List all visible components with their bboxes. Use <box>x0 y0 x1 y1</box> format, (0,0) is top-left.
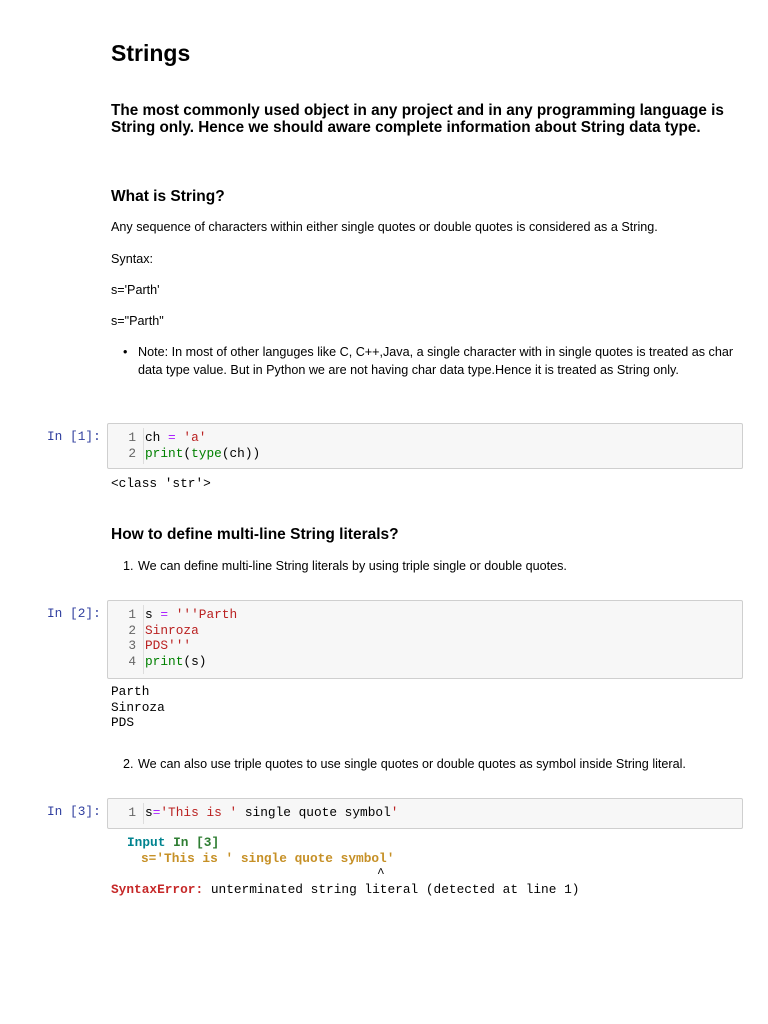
code-token: s <box>145 805 153 820</box>
list-text: We can also use triple quotes to use single quotes or double quotes as symbol inside String literal. <box>138 757 686 771</box>
code-line <box>108 623 742 639</box>
error-caret: ^ <box>377 866 385 881</box>
code-token: = <box>168 430 176 445</box>
code-token <box>168 607 176 622</box>
code-token: type <box>191 445 222 461</box>
code-token: (s) <box>183 654 207 670</box>
list-number: 2. <box>123 757 134 771</box>
code-token: = <box>160 607 169 622</box>
intro-text: The most commonly used object in any project and in any programming language is String only. Hence we should aware complete information about String data type. <box>111 102 724 136</box>
list-text: We can define multi-line String literals by using triple single or double quotes. <box>138 559 567 573</box>
line-number: 3 <box>128 638 136 654</box>
code-token: (ch)) <box>221 445 261 461</box>
code-cell[interactable] <box>107 798 743 829</box>
example-double-quotes: s="Parth" <box>111 314 164 328</box>
code-line <box>108 446 742 462</box>
error-input-ref <box>127 835 219 851</box>
line-number: 2 <box>128 445 136 461</box>
code-source[interactable] <box>144 607 237 623</box>
syntax-label: Syntax: <box>111 252 153 266</box>
definition-text: Any sequence of characters within either single quotes or double quotes is considered as a String. <box>111 220 658 234</box>
error-message <box>111 882 579 898</box>
code-token: ' <box>390 805 399 820</box>
line-number: 4 <box>128 654 136 670</box>
code-token: print <box>145 445 184 461</box>
code-source[interactable] <box>144 430 206 446</box>
line-number: 2 <box>128 622 136 638</box>
example-single-quotes: s='Parth' <box>111 283 160 297</box>
line-number: 1 <box>128 805 136 820</box>
error-code-line: s='This is ' single quote symbol' <box>141 851 395 866</box>
error-cell-ref: In [3] <box>173 835 220 850</box>
code-source[interactable] <box>144 638 191 654</box>
error-text: unterminated string literal (detected at line 1) <box>203 882 580 897</box>
page-title: Strings <box>111 40 191 66</box>
section-heading-multiline: How to define multi-line String literals? <box>111 526 399 543</box>
code-token: '''Parth <box>175 607 238 622</box>
code-source[interactable] <box>144 446 260 462</box>
code-line <box>108 430 742 446</box>
cell-prompt: In [3]: <box>47 804 101 819</box>
note-list <box>123 343 743 379</box>
code-token: ch <box>145 430 169 445</box>
code-line <box>108 805 742 821</box>
line-number: 1 <box>128 607 136 622</box>
list-item <box>123 755 686 773</box>
code-token: ( <box>183 445 192 461</box>
code-token: single quote symbol <box>237 805 391 820</box>
code-token: PDS''' <box>145 638 192 654</box>
code-source[interactable] <box>144 805 398 821</box>
code-line <box>108 654 742 670</box>
code-line <box>108 607 742 623</box>
code-source[interactable] <box>144 654 206 670</box>
list-number: 1. <box>123 559 134 573</box>
list-item <box>123 557 567 575</box>
cell-prompt: In [2]: <box>47 606 101 621</box>
code-cell[interactable] <box>107 600 743 679</box>
line-number: 1 <box>128 430 136 445</box>
code-token: s <box>145 607 161 622</box>
code-token: print <box>145 654 184 670</box>
section-heading-what-is-string: What is String? <box>111 188 225 205</box>
code-token: Sinroza <box>145 622 199 638</box>
code-token: = <box>152 805 161 820</box>
code-line <box>108 638 742 654</box>
cell-prompt: In [1]: <box>47 429 101 444</box>
code-cell[interactable] <box>107 423 743 469</box>
cell-output: Parth Sinroza PDS <box>111 684 165 730</box>
note-item: • Note: In most of other languges like C, C++,Java, a single character with in single quotes is treated as char data type value. But in Python we are not having char data type.Hence it is treated as String only. <box>123 343 743 379</box>
code-token: 'This is ' <box>160 805 238 820</box>
error-name: SyntaxError: <box>111 882 204 897</box>
error-input-word: Input <box>127 835 166 850</box>
code-source[interactable] <box>144 623 199 639</box>
cell-output: <class 'str'> <box>111 476 211 491</box>
code-token: 'a' <box>183 430 207 445</box>
